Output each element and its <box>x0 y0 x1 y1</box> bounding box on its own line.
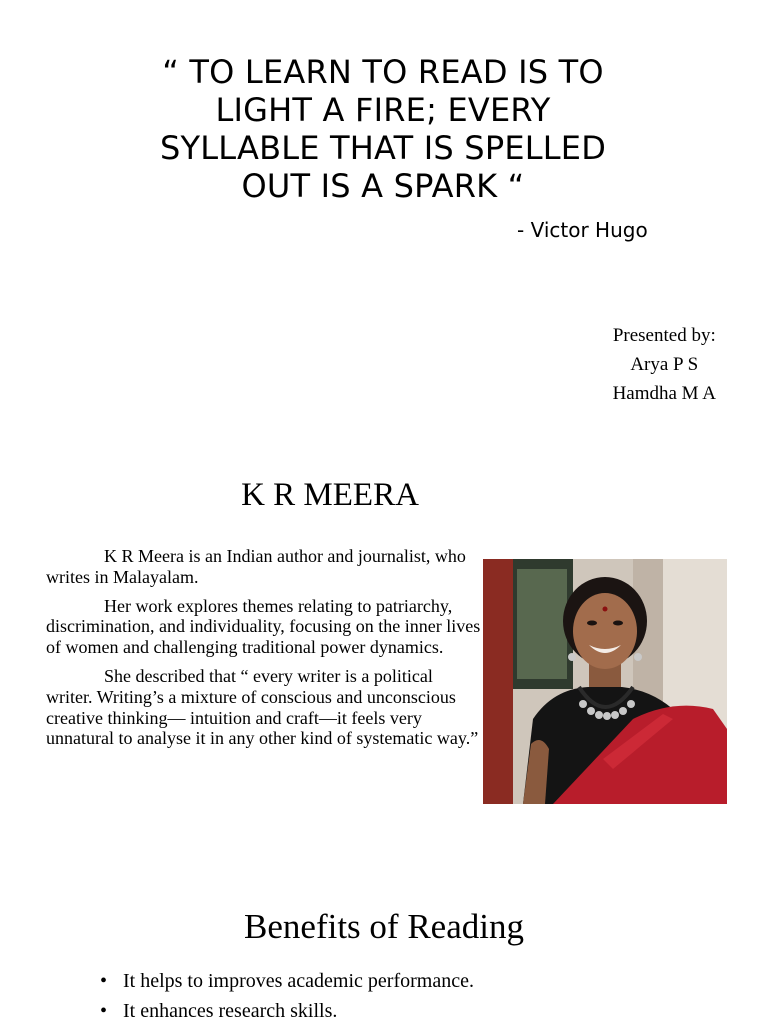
benefits-title: Benefits of Reading <box>244 907 524 946</box>
bullet-icon: • <box>100 1000 108 1022</box>
bio-paragraph: K R Meera is an Indian author and journalist, who writes in Malayalam. <box>46 546 466 587</box>
list-item-text: It helps to improves academic performance. <box>123 970 474 992</box>
author-photo-illustration <box>483 559 727 804</box>
list-item <box>100 966 474 996</box>
bullet-icon: • <box>100 970 108 992</box>
list-item <box>100 996 474 1026</box>
quote-line: SYLLABLE THAT IS SPELLED <box>159 129 607 167</box>
bio-title: K R MEERA <box>241 477 419 513</box>
presenters-label: Presented by: <box>612 325 716 346</box>
presenter-name: Hamdha M A <box>612 383 716 404</box>
benefits-list <box>100 966 474 1026</box>
quote-line: “ TO LEARN TO READ IS TO <box>162 53 604 91</box>
quote-line: OUT IS A SPARK “ <box>241 167 525 205</box>
author-photo <box>483 559 727 804</box>
list-item-text: It enhances research skills. <box>123 1000 338 1022</box>
bio-paragraph: She described that “ every writer is a political writer. Writing’s a mixture of conscious and unconscious creative thinking— intuition and craft—it feels very unnatural to analyse it in any other kind of systematic way.” <box>46 665 479 749</box>
quote-author: - Victor Hugo <box>517 218 648 242</box>
quote-text <box>100 53 666 205</box>
presenters-block <box>613 321 716 408</box>
presenter-name: Arya P S <box>630 354 699 375</box>
quote-line: LIGHT A FIRE; EVERY <box>215 91 551 129</box>
bio-text <box>46 546 482 757</box>
bio-paragraph: Her work explores themes relating to patriarchy, discrimination, and individuality, focusing on the inner lives of women and challenging traditional power dynamics. <box>46 595 481 658</box>
